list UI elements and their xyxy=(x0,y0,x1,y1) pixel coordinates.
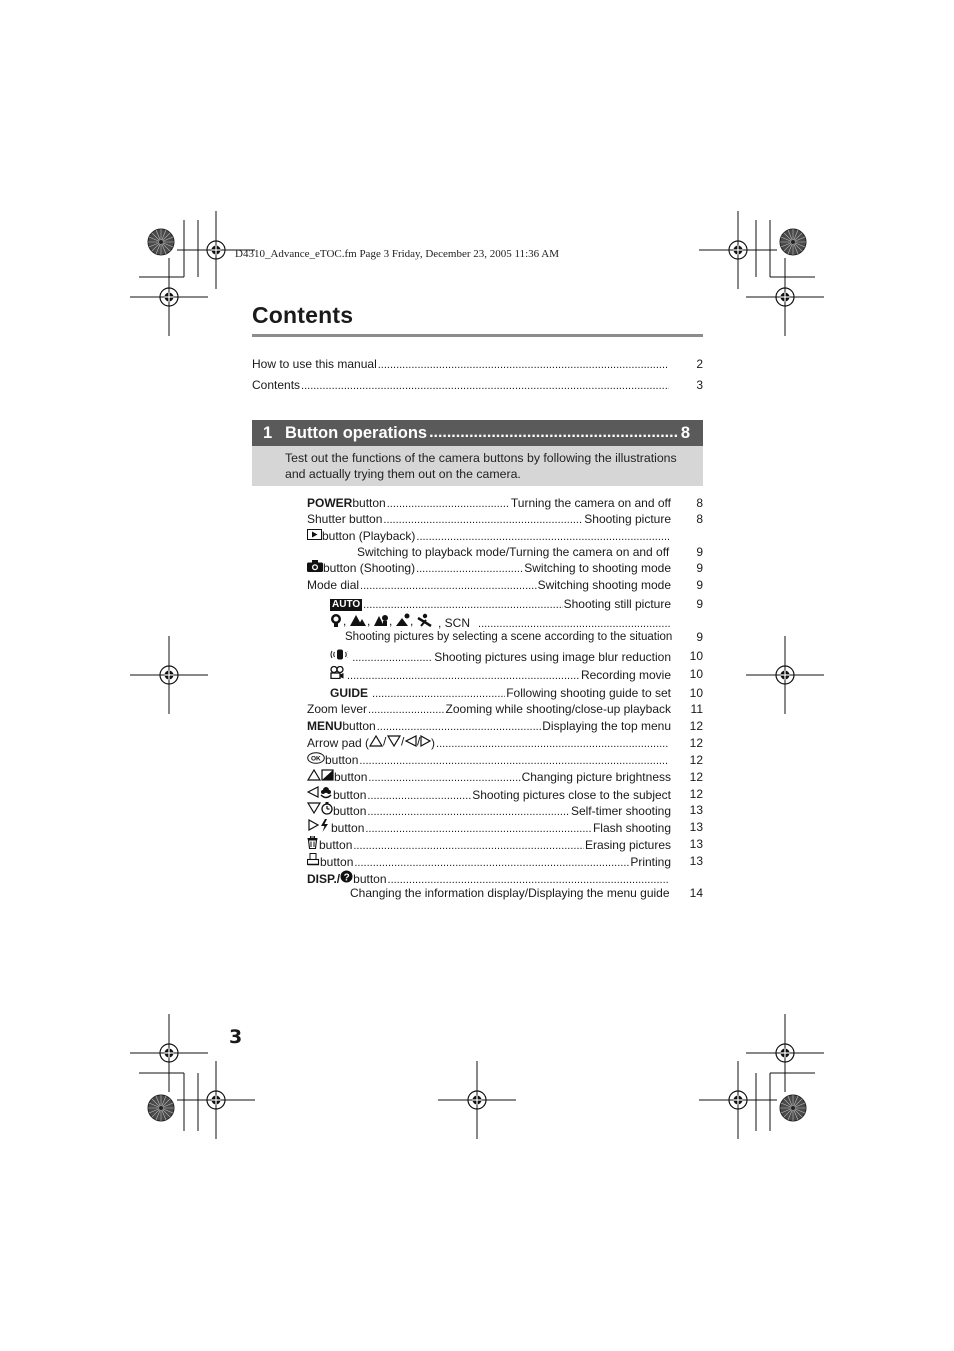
toc-entry-scene-desc[interactable] xyxy=(345,629,703,646)
dot-leader xyxy=(377,719,542,736)
toc-entry-power-button[interactable] xyxy=(307,495,703,512)
dot-leader xyxy=(363,597,562,614)
entry-label: button xyxy=(334,770,368,784)
landscape-portrait-icon xyxy=(374,615,388,626)
dot-leader xyxy=(347,668,580,685)
ok-icon xyxy=(307,752,325,764)
entry-label: button (Playback) xyxy=(322,529,416,543)
entry-page: 13 xyxy=(689,803,703,817)
entry-desc: Erasing pictures xyxy=(584,838,671,852)
entry-desc: Switching to playback mode/Turning the camera on and off xyxy=(357,545,670,559)
toc-entry-right-button[interactable] xyxy=(307,819,703,836)
entry-label: button xyxy=(353,872,387,886)
toc-entry-print-button[interactable] xyxy=(307,853,703,870)
toc-entry-scene-modes[interactable] xyxy=(330,613,703,630)
dot-leader xyxy=(436,736,669,753)
chapter-intro-text: Test out the functions of the camera buttons by following the illustrations and actually trying them out on the camera. xyxy=(285,451,677,481)
page-number: 3 xyxy=(229,1026,243,1048)
toc-entry-arrow-pad[interactable] xyxy=(307,735,703,752)
dot-leader xyxy=(378,357,669,374)
svg-text:,: , xyxy=(343,614,347,627)
toc-entry-shutter-button[interactable] xyxy=(307,511,703,528)
left-macro-icon xyxy=(307,786,333,799)
entry-page: 10 xyxy=(689,649,703,663)
toc-entry-playback-desc[interactable] xyxy=(357,544,703,561)
entry-label: button xyxy=(320,855,354,869)
entry-desc: Zooming while shooting/close-up playback xyxy=(445,702,671,716)
page-title: Contents xyxy=(252,302,354,328)
entry-page: 12 xyxy=(689,753,703,767)
dot-leader xyxy=(301,378,669,395)
toc-entry-auto-mode[interactable] xyxy=(330,596,703,613)
entry-desc: Shooting picture xyxy=(584,512,671,526)
toc-entry-mode-dial[interactable] xyxy=(307,577,703,594)
up-exposure-icon xyxy=(307,769,334,781)
svg-text:/: / xyxy=(417,735,421,747)
svg-text:,: , xyxy=(410,614,414,627)
svg-text:,: , xyxy=(389,614,393,627)
entry-desc: Following shooting guide to set xyxy=(506,686,671,700)
right-arrow-icon xyxy=(421,736,430,746)
scene-mode-icons xyxy=(330,613,438,627)
toc-entry-disp-desc[interactable] xyxy=(350,885,703,902)
dot-leader xyxy=(352,650,432,667)
entry-desc: Recording movie xyxy=(580,668,671,682)
svg-text:/: / xyxy=(383,735,387,747)
entry-label: , SCN xyxy=(438,616,471,630)
image-stabilization-icon xyxy=(330,648,348,661)
camera-icon xyxy=(307,560,323,572)
entry-desc: Shooting pictures by selecting a scene according to the situation xyxy=(345,631,673,643)
down-selftimer-icon xyxy=(307,802,333,815)
entry-page: 9 xyxy=(696,597,703,611)
disp-label: DISP./ xyxy=(307,872,341,886)
chapter-number: 1 xyxy=(263,423,273,442)
entry-label: Arrow pad ( xyxy=(307,736,370,750)
toc-entry-menu-button[interactable] xyxy=(307,718,703,735)
svg-text:/: / xyxy=(401,735,405,747)
entry-desc: Flash shooting xyxy=(592,821,671,835)
entry-label: button xyxy=(342,719,376,733)
entry-page: 13 xyxy=(689,837,703,851)
entry-page: 10 xyxy=(689,686,703,700)
entry-desc: Changing the information display/Displaying the menu guide xyxy=(350,886,670,900)
entry-page: 12 xyxy=(689,719,703,733)
dot-leader xyxy=(359,753,669,770)
toc-entry-left-button[interactable] xyxy=(307,786,703,803)
night-scene-icon xyxy=(396,614,410,627)
up-arrow-icon xyxy=(370,736,382,746)
toc-entry-page: 2 xyxy=(696,357,703,371)
title-rule xyxy=(252,334,703,337)
entry-page: 11 xyxy=(690,702,703,716)
toc-entry-up-button[interactable] xyxy=(307,769,703,786)
entry-page: 13 xyxy=(689,854,703,868)
entry-desc: Shooting pictures close to the subject xyxy=(472,788,671,802)
entry-label: Shutter button xyxy=(307,512,383,526)
entry-page: 9 xyxy=(696,545,703,559)
entry-desc: Changing picture brightness xyxy=(521,770,671,784)
entry-page: 14 xyxy=(689,886,703,900)
toc-entry-erase-button[interactable] xyxy=(307,836,703,853)
left-arrow-icon xyxy=(406,736,416,746)
power-label: POWER xyxy=(307,496,353,510)
toc-entry-page: 3 xyxy=(696,378,703,392)
entry-label: button xyxy=(352,496,386,510)
svg-text:,: , xyxy=(367,614,371,627)
toc-entry-label: Contents xyxy=(252,378,301,392)
toc-entry-label: How to use this manual xyxy=(252,357,377,371)
chapter-title: Button operations xyxy=(285,423,428,442)
toc-entry-down-button[interactable] xyxy=(307,802,703,819)
movie-icon xyxy=(330,666,344,679)
dot-leader xyxy=(368,702,445,719)
toc-entry-movie[interactable] xyxy=(330,666,703,683)
entry-page: 12 xyxy=(689,787,703,801)
chapter-page: 8 xyxy=(680,423,690,442)
auto-mode-icon: AUTO xyxy=(332,598,361,610)
entry-label-end: ) xyxy=(431,736,436,750)
entry-page: 12 xyxy=(689,770,703,784)
entry-page: 8 xyxy=(696,512,703,526)
sport-icon xyxy=(418,614,431,626)
entry-page: 8 xyxy=(696,496,703,510)
dot-leader xyxy=(429,424,679,442)
entry-label: button (Shooting) xyxy=(323,561,416,575)
entry-desc: Switching to shooting mode xyxy=(524,561,671,575)
entry-desc: Switching shooting mode xyxy=(537,578,671,592)
entry-label: Mode dial xyxy=(307,578,360,592)
entry-page: 13 xyxy=(689,820,703,834)
help-icon xyxy=(340,870,353,883)
toc-entry-image-stabilization[interactable] xyxy=(330,648,703,665)
landscape-icon xyxy=(350,615,366,626)
playback-icon xyxy=(307,529,322,540)
entry-desc: Displaying the top menu xyxy=(542,719,671,733)
arrow-pad-icons xyxy=(369,735,431,747)
entry-page: 12 xyxy=(689,736,703,750)
portrait-icon xyxy=(331,614,341,627)
entry-desc: Shooting pictures using image blur reduction xyxy=(434,650,671,664)
toc-entry-ok-button[interactable] xyxy=(307,752,703,769)
entry-desc: Shooting still picture xyxy=(563,597,671,611)
toc-entry-how-to-use[interactable] xyxy=(252,356,703,373)
entry-desc: Turning the camera on and off xyxy=(510,496,671,510)
entry-label: button xyxy=(333,804,367,818)
dot-leader xyxy=(360,578,537,595)
trash-icon xyxy=(307,836,319,849)
guide-label: GUIDE xyxy=(330,686,369,700)
down-arrow-icon xyxy=(388,736,400,746)
printer-icon xyxy=(307,853,320,866)
svg-text:OK: OK xyxy=(311,755,321,763)
toc-entry-shooting-button[interactable] xyxy=(307,560,703,577)
toc-entry-contents[interactable] xyxy=(252,377,703,394)
dot-leader xyxy=(368,770,520,787)
chapter-heading[interactable] xyxy=(252,420,703,446)
entry-desc: Printing xyxy=(630,855,671,869)
entry-page: 9 xyxy=(696,630,703,644)
toc-entry-guide[interactable] xyxy=(330,685,703,702)
right-flash-icon xyxy=(307,819,331,832)
entry-page: 10 xyxy=(689,667,703,681)
entry-page: 9 xyxy=(696,561,703,575)
entry-label: Zoom lever xyxy=(307,702,368,716)
entry-label: button xyxy=(331,821,365,835)
entry-label: button xyxy=(319,838,353,852)
entry-label: button xyxy=(333,788,367,802)
toc-entry-playback-button[interactable] xyxy=(307,528,703,545)
toc-entry-zoom-lever[interactable] xyxy=(307,701,703,718)
dot-leader xyxy=(383,512,583,529)
entry-label: button xyxy=(325,753,359,767)
entry-page: 9 xyxy=(696,578,703,592)
svg-text:?: ? xyxy=(343,872,350,883)
entry-desc: Self-timer shooting xyxy=(570,804,671,818)
dot-leader xyxy=(416,561,523,578)
file-info-header: D4310_Advance_eTOC.fm Page 3 Friday, December 23, 2005 11:36 AM xyxy=(235,248,560,260)
chapter-intro-box xyxy=(252,446,703,486)
menu-label: MENU xyxy=(307,719,343,733)
